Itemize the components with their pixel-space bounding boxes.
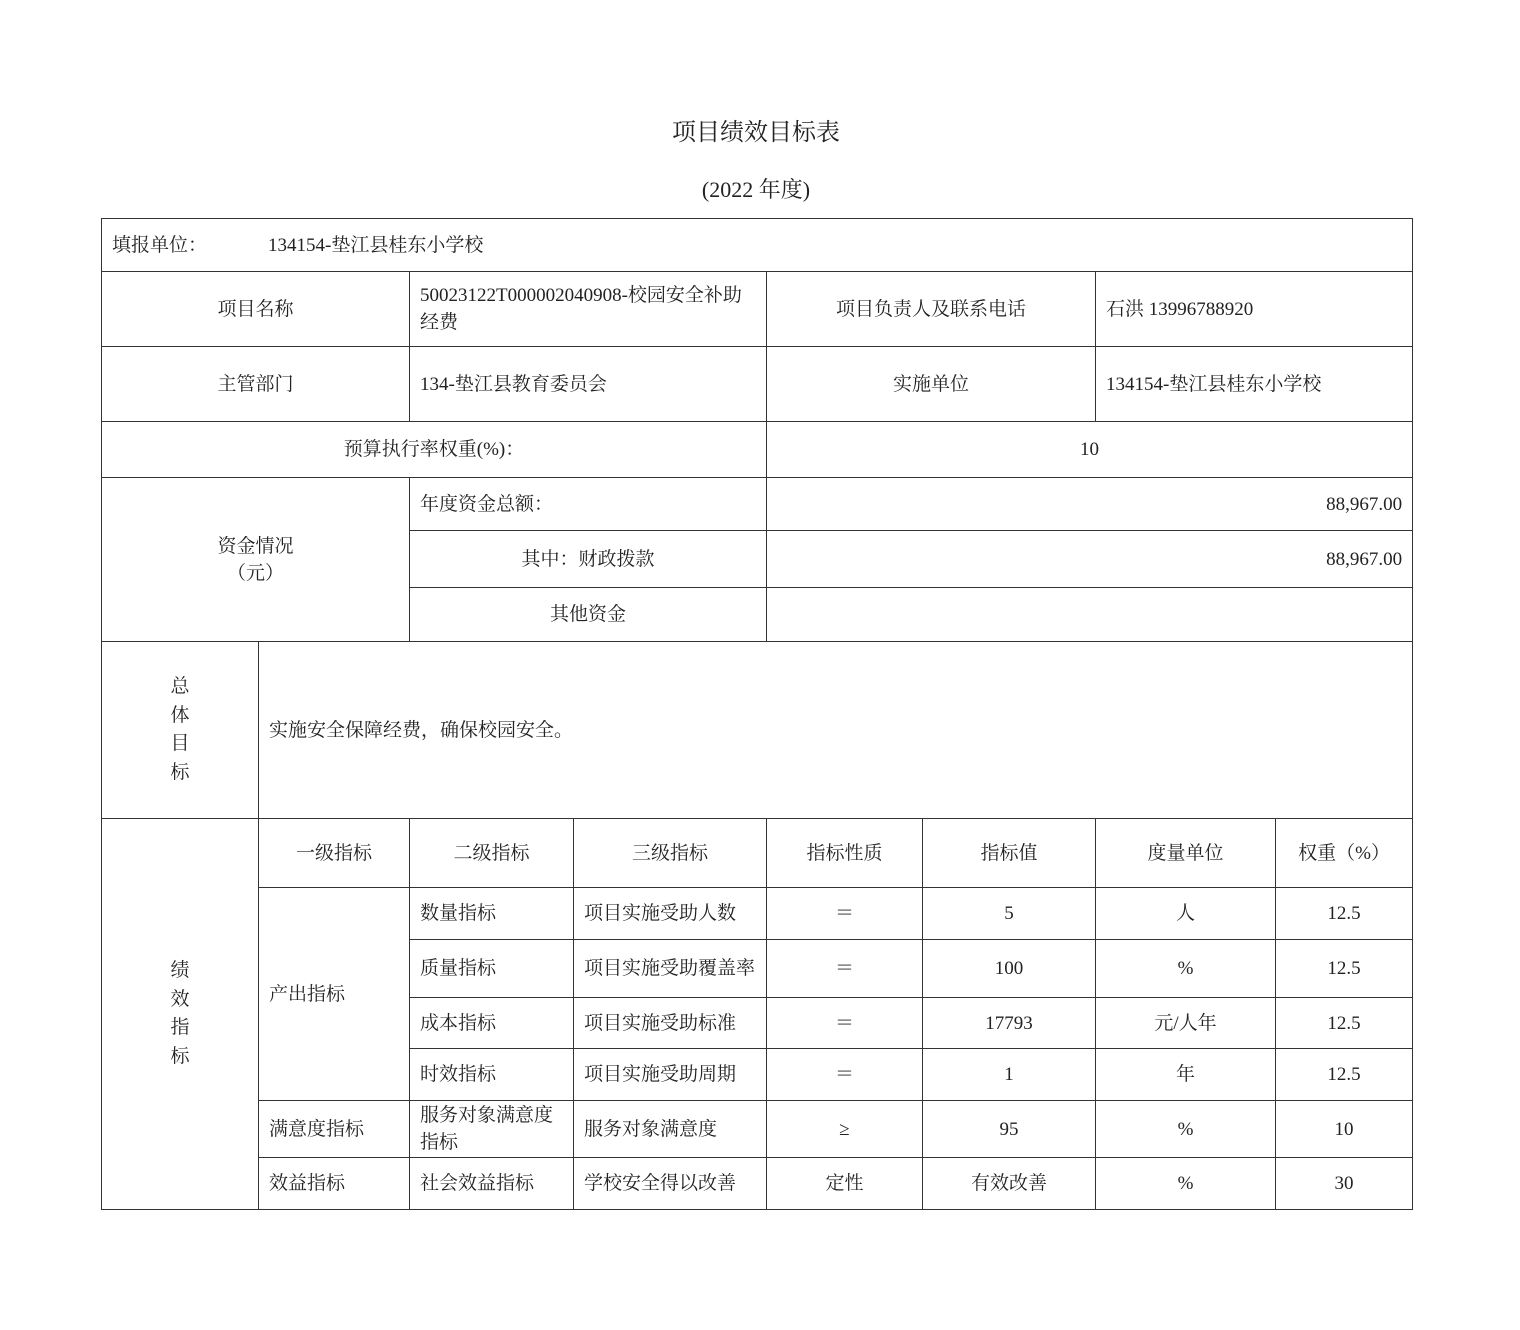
- level1-satisfaction: 满意度指标: [259, 1101, 410, 1158]
- impl-unit-label: 实施单位: [767, 347, 1096, 422]
- budget-weight-value: 10: [767, 422, 1413, 478]
- level2-cell: 质量指标: [410, 940, 574, 998]
- unit-cell: %: [1096, 1101, 1276, 1158]
- nature-cell: ≥: [767, 1101, 923, 1158]
- weight-cell: 12.5: [1276, 998, 1413, 1049]
- impl-unit-value: 134154-垫江县桂东小学校: [1096, 347, 1413, 422]
- table-row: [102, 1158, 1413, 1210]
- overall-goal-content: 实施安全保障经费，确保校园安全。: [259, 642, 1413, 819]
- dept-label: 主管部门: [102, 347, 410, 422]
- weight-cell: 12.5: [1276, 888, 1413, 940]
- weight-cell: 10: [1276, 1101, 1413, 1158]
- header-nature: 指标性质: [767, 819, 923, 888]
- nature-cell: ＝: [767, 888, 923, 940]
- unit-cell: 年: [1096, 1049, 1276, 1101]
- value-cell: 有效改善: [923, 1158, 1096, 1210]
- nature-cell: 定性: [767, 1158, 923, 1210]
- budget-weight-label: 预算执行率权重(%)：: [102, 422, 767, 478]
- unit-cell: 元/人年: [1096, 998, 1276, 1049]
- level2-cell: 时效指标: [410, 1049, 574, 1101]
- funds-label: 资金情况: [217, 535, 294, 557]
- overall-goal-label-cell: [102, 642, 259, 819]
- value-cell: 1: [923, 1049, 1096, 1101]
- table-row: [102, 888, 1413, 940]
- level1-output: 产出指标: [259, 888, 410, 1101]
- project-contact-label: 项目负责人及联系电话: [767, 272, 1096, 347]
- weight-cell: 12.5: [1276, 1049, 1413, 1101]
- project-name-label: 项目名称: [102, 272, 410, 347]
- overall-goal-label: 总体目标: [170, 676, 190, 783]
- weight-cell: 12.5: [1276, 940, 1413, 998]
- funds-row-total: [102, 478, 1413, 531]
- value-cell: 95: [923, 1101, 1096, 1158]
- level2-cell: 服务对象满意度指标: [410, 1101, 574, 1158]
- value-cell: 17793: [923, 998, 1096, 1049]
- funds-label-cell: [102, 478, 410, 642]
- report-unit-cell: [102, 219, 1413, 272]
- header-value: 指标值: [923, 819, 1096, 888]
- dept-value: 134-垫江县教育委员会: [410, 347, 767, 422]
- level2-cell: 数量指标: [410, 888, 574, 940]
- indicators-label-cell: [102, 819, 259, 1210]
- overall-goal-row: [102, 642, 1413, 819]
- unit-cell: %: [1096, 1158, 1276, 1210]
- nature-cell: ＝: [767, 998, 923, 1049]
- level3-cell: 项目实施受助周期: [574, 1049, 767, 1101]
- weight-cell: 30: [1276, 1158, 1413, 1210]
- header-level2: 二级指标: [410, 819, 574, 888]
- project-name-value: 50023122T000002040908-校园安全补助经费: [410, 272, 767, 347]
- document-subtitle: (2022 年度): [701, 177, 811, 202]
- value-cell: 100: [923, 940, 1096, 998]
- funds-other-label: 其他资金: [410, 588, 767, 642]
- budget-weight-row: [102, 422, 1413, 478]
- level3-cell: 学校安全得以改善: [574, 1158, 767, 1210]
- unit-cell: 人: [1096, 888, 1276, 940]
- value-cell: 5: [923, 888, 1096, 940]
- level2-cell: 社会效益指标: [410, 1158, 574, 1210]
- report-unit-label: 填报单位：: [112, 234, 208, 256]
- funds-total-value: 88,967.00: [767, 478, 1413, 531]
- indicator-header-row: [102, 819, 1413, 888]
- project-contact-value: 石洪 13996788920: [1096, 272, 1413, 347]
- funds-total-label: 年度资金总额：: [410, 478, 767, 531]
- level3-cell: 项目实施受助人数: [574, 888, 767, 940]
- unit-cell: %: [1096, 940, 1276, 998]
- management-row: [102, 347, 1413, 422]
- level1-benefit: 效益指标: [259, 1158, 410, 1210]
- funds-unit: （元）: [226, 562, 284, 584]
- level3-cell: 项目实施受助覆盖率: [574, 940, 767, 998]
- nature-cell: ＝: [767, 1049, 923, 1101]
- report-unit-row: [102, 219, 1413, 272]
- level3-cell: 项目实施受助标准: [574, 998, 767, 1049]
- header-level3: 三级指标: [574, 819, 767, 888]
- nature-cell: ＝: [767, 940, 923, 998]
- funds-other-value: [767, 588, 1413, 642]
- funds-fiscal-value: 88,967.00: [767, 531, 1413, 588]
- header-level1: 一级指标: [259, 819, 410, 888]
- performance-target-table: [101, 218, 1413, 1210]
- funds-fiscal-label: 其中：财政拨款: [410, 531, 767, 588]
- document-title: 项目绩效目标表: [672, 120, 840, 146]
- report-unit-value: 134154-垫江县桂东小学校: [268, 234, 484, 256]
- header-weight: 权重（%）: [1276, 819, 1413, 888]
- level3-cell: 服务对象满意度: [574, 1101, 767, 1158]
- level2-cell: 成本指标: [410, 998, 574, 1049]
- table-row: [102, 1101, 1413, 1158]
- indicators-label: 绩效指标: [170, 960, 190, 1067]
- header-unit: 度量单位: [1096, 819, 1276, 888]
- project-row: [102, 272, 1413, 347]
